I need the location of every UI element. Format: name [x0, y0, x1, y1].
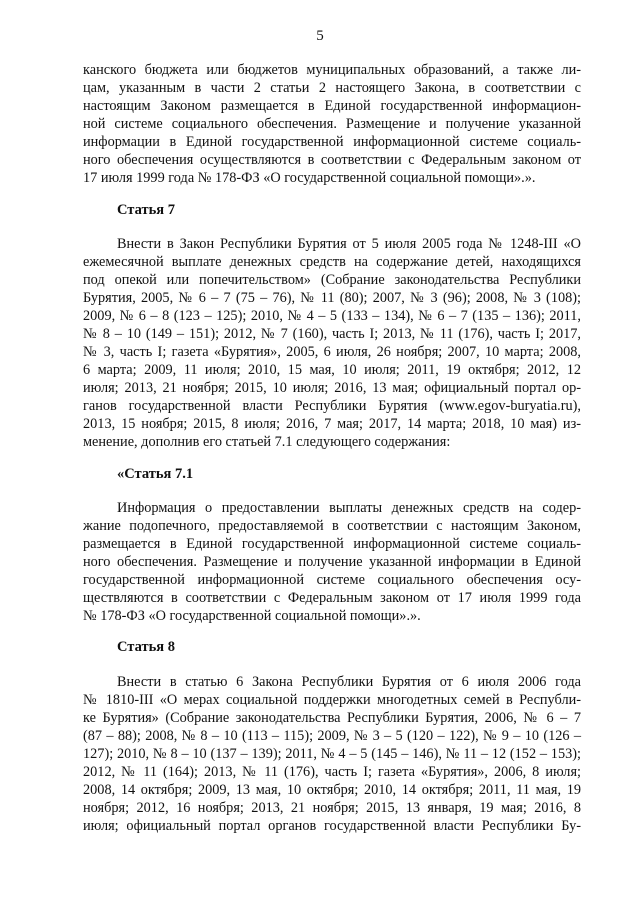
text-line: менение, дополнив его статьей 7.1 следующего содержания:: [83, 434, 451, 450]
article-heading-7-1: «Статья 7.1: [117, 466, 194, 482]
page-number: 5: [316, 28, 324, 44]
text-line: ного обеспечения осуществляются в соответствии с Федеральным законом от: [83, 152, 581, 168]
article-heading-8: Статья 8: [117, 639, 175, 655]
text-line: 127); 2010, № 8 – 10 (137 – 139); 2011, № 4 – 5 (145 – 146), № 11 – 12 (152 – 153);: [83, 746, 581, 762]
text-line: июля; официальный портал органов государственной власти Республики Бу-: [83, 818, 581, 834]
text-line: настоящим Законом размещается в Единой государственной информацион-: [83, 98, 581, 114]
article-heading-7: Статья 7: [117, 202, 175, 218]
text-line: ке Бурятия» (Собрание законодательства Республики Бурятия, 2006, № 6 – 7: [83, 710, 581, 726]
text-line: (87 – 88); 2008, № 8 – 10 (113 – 115); 2009, № 3 – 5 (120 – 122), № 9 – 10 (126 –: [83, 728, 581, 744]
text-line: информации в Единой государственной информационной системе социаль-: [83, 134, 581, 150]
text-line: ежемесячной выплате денежных средств на содержание детей, находящихся: [83, 254, 581, 270]
text-line: Внести в Закон Республики Бурятия от 5 июля 2005 года № 1248-III «О: [117, 236, 581, 252]
text-line: ного обеспечения. Размещение и получение указанной информации в Единой: [83, 554, 581, 570]
text-line: цам, указанным в части 2 статьи 2 настоящего Закона, в соответствии с: [83, 80, 581, 96]
text-line: № 8 – 10 (149 – 151); 2012, № 7 (160), часть I; 2013, № 11 (176), часть I; 2017,: [83, 326, 581, 342]
text-line: ганов государственной власти Республики Бурятия (www.egov-buryatia.ru),: [83, 398, 581, 414]
text-line: ществляются в соответствии с Федеральным законом от 17 июля 1999 года: [83, 590, 581, 606]
text-line: Бурятия, 2005, № 6 – 7 (75 – 76), № 11 (80); 2007, № 3 (96); 2008, № 3 (108);: [83, 290, 581, 306]
text-line: июля; 2013, 21 ноября; 2015, 10 июля; 2016, 13 мая; официальный портал ор-: [83, 380, 581, 396]
text-line: № 178-ФЗ «О государственной социальной помощи».».: [83, 608, 421, 624]
text-line: Информация о предоставлении выплаты денежных средств на содер-: [117, 500, 581, 516]
text-line: 2009, № 6 – 8 (123 – 125); 2010, № 4 – 5 (133 – 134), № 6 – 7 (135 – 136); 2011,: [83, 308, 581, 324]
text-line: 17 июля 1999 года № 178-ФЗ «О государственной социальной помощи».».: [83, 170, 536, 186]
text-line: 6 марта; 2009, 11 июля; 2010, 15 мая, 10 июля; 2011, 19 октября; 2012, 12: [83, 362, 581, 378]
text-line: № 1810-III «О мерах социальной поддержки многодетных семей в Республи-: [83, 692, 581, 708]
text-line: канского бюджета или бюджетов муниципальных образований, а также ли-: [83, 62, 581, 78]
text-line: размещается в Единой государственной информационной системе социаль-: [83, 536, 581, 552]
text-line: государственной информационной системе социального обеспечения осу-: [83, 572, 581, 588]
text-line: 2008, 14 октября; 2009, 13 мая, 10 октября; 2010, 14 октября; 2011, 11 мая, 19: [83, 782, 581, 798]
text-line: 2012, № 11 (164); 2013, № 11 (176), часть I; газета «Бурятия», 2006, 8 июля;: [83, 764, 581, 780]
text-line: № 3, часть I; газета «Бурятия», 2005, 6 июля, 26 ноября; 2007, 10 марта; 2008,: [83, 344, 581, 360]
text-line: ноября; 2012, 16 ноября; 2013, 21 ноября; 2015, 13 января, 19 мая; 2016, 8: [83, 800, 581, 816]
text-line: ной системе социального обеспечения. Размещение и получение указанной: [83, 116, 581, 132]
text-line: жание подопечного, предоставляемой в соответствии с настоящим Законом,: [83, 518, 581, 534]
text-line: 2013, 15 ноября; 2015, 8 июля; 2016, 7 мая; 2017, 14 марта; 2018, 10 мая) из-: [83, 416, 581, 432]
text-line: Внести в статью 6 Закона Республики Бурятия от 6 июля 2006 года: [117, 674, 581, 690]
text-line: под опекой или попечительством» (Собрание законодательства Республики: [83, 272, 581, 288]
